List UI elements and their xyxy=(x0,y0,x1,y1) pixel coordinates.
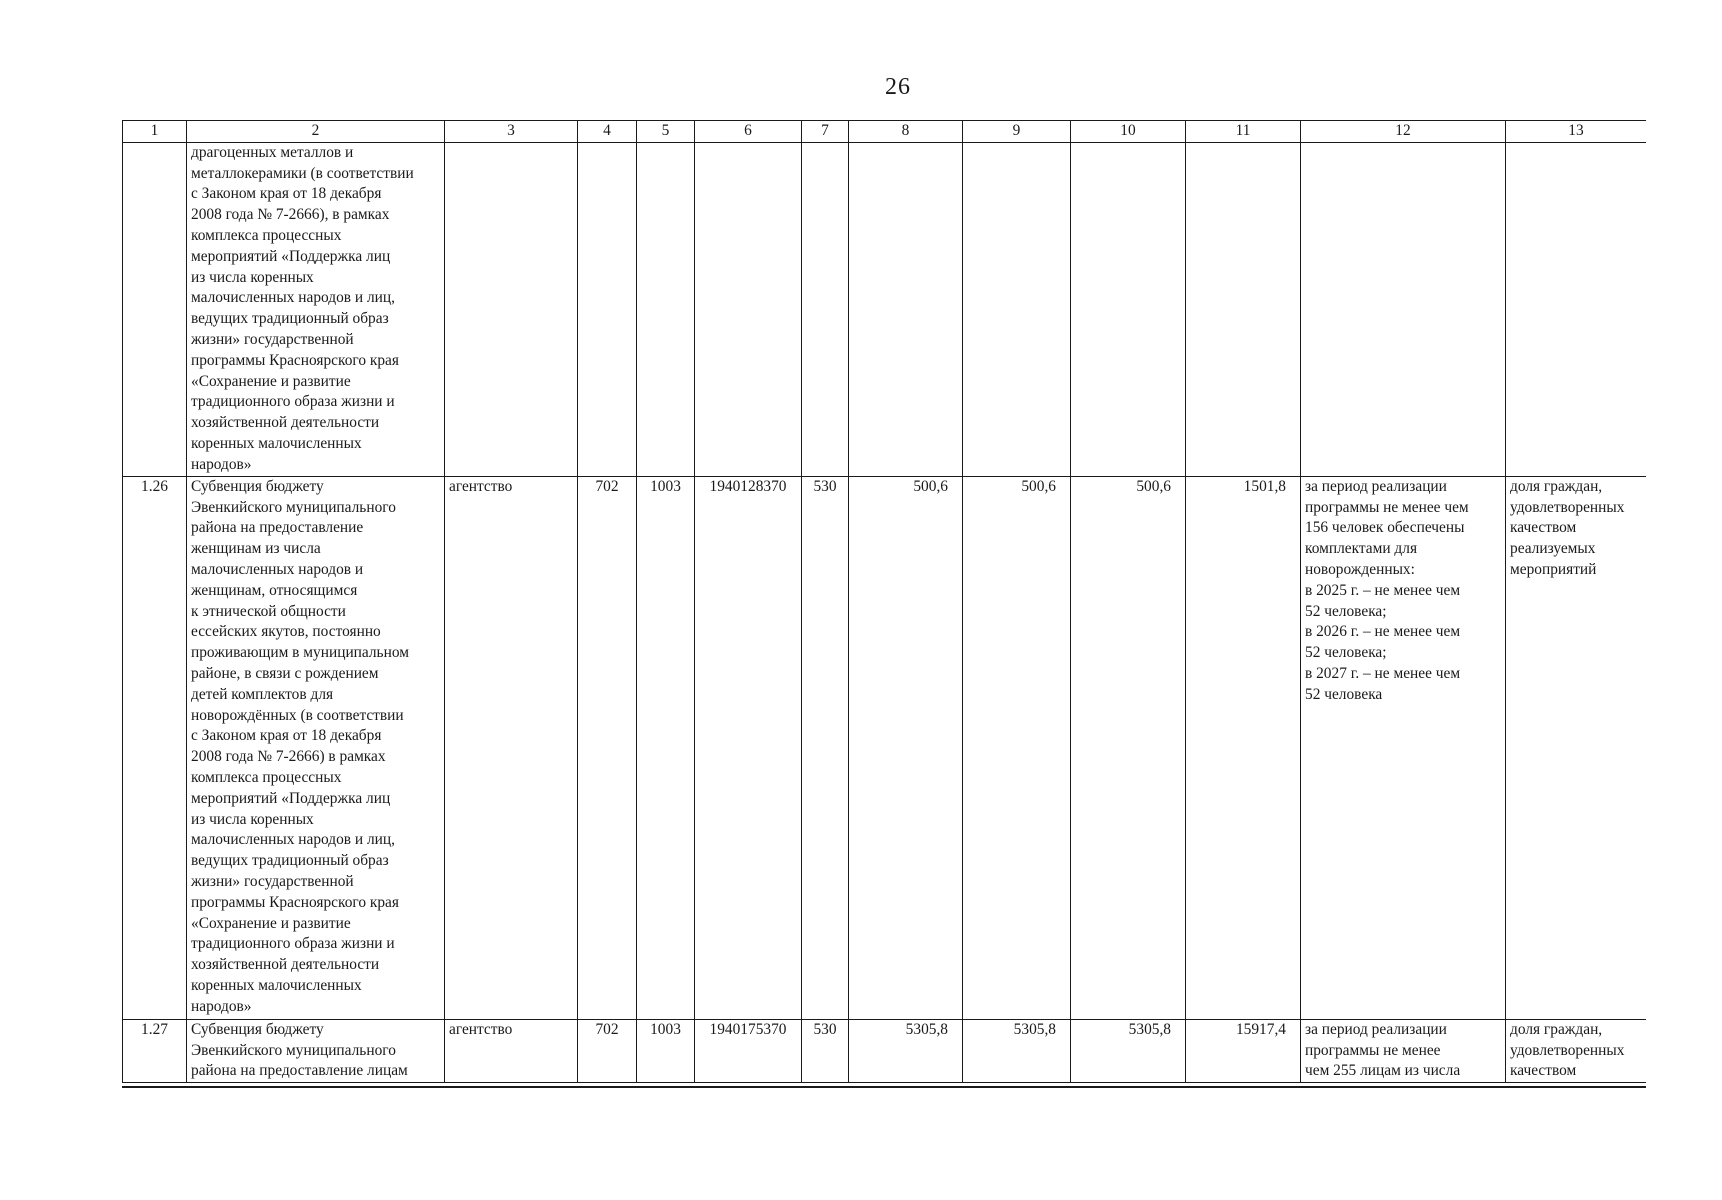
row-csr xyxy=(695,142,802,476)
row-indicator xyxy=(1506,142,1647,476)
row-description: Субвенция бюджету Эвенкийского муниципального района на предоставление женщинам из числа малочисленных народов и женщинам, относящимся к этнической общности ессейских якутов, постоянно проживающим в муниципальном районе, в связи с рождением детей комплектов для новорождённых (в соответствии с Законом края от 18 декабря 2008 года № 7-2666) в рамках комплекса процессных мероприятий «Поддержка лиц из числа коренных малочисленных народов и лиц, ведущих традиционный образ жизни» государственной программы Красноярского края «Сохранение и развитие традиционного образа жизни и хозяйственной деятельности коренных малочисленных народов» xyxy=(187,476,445,1019)
row-amount-2025 xyxy=(849,142,963,476)
row-vr: 530 xyxy=(802,1019,849,1082)
column-header: 10 xyxy=(1071,121,1186,143)
row-section: 1003 xyxy=(637,1019,695,1082)
row-number: 1.27 xyxy=(123,1019,187,1082)
page-number: 26 xyxy=(885,74,911,100)
row-indicator: доля граждан, удовлетворенных качеством xyxy=(1506,1019,1647,1082)
row-amount-2026: 5305,8 xyxy=(963,1019,1071,1082)
column-header: 7 xyxy=(802,121,849,143)
budget-table xyxy=(122,120,1646,1083)
table-row xyxy=(123,476,1647,1019)
row-section xyxy=(637,142,695,476)
column-header: 3 xyxy=(445,121,578,143)
row-amount-2027 xyxy=(1071,142,1186,476)
table-row xyxy=(123,142,1647,476)
row-amount-2026: 500,6 xyxy=(963,476,1071,1019)
row-result: за период реализации программы не менее чем 255 лицам из числа xyxy=(1301,1019,1506,1082)
row-vr: 530 xyxy=(802,476,849,1019)
row-csr: 1940128370 xyxy=(695,476,802,1019)
column-header: 5 xyxy=(637,121,695,143)
table-row xyxy=(123,1019,1647,1082)
column-header: 13 xyxy=(1506,121,1647,143)
row-grbs xyxy=(578,142,637,476)
row-result xyxy=(1301,142,1506,476)
row-amount-2025: 5305,8 xyxy=(849,1019,963,1082)
column-header: 11 xyxy=(1186,121,1301,143)
row-executor xyxy=(445,142,578,476)
row-result: за период реализации программы не менее чем 156 человек обеспечены комплектами для новорожденных: в 2025 г. – не менее чем 52 человека; в 2026 г. – не менее чем 52 человека; в 2027 г. – не менее чем 52 человека xyxy=(1301,476,1506,1019)
column-number-row xyxy=(123,121,1647,143)
row-number: 1.26 xyxy=(123,476,187,1019)
budget-table-container xyxy=(122,120,1646,1088)
row-csr: 1940175370 xyxy=(695,1019,802,1082)
row-amount-2027: 500,6 xyxy=(1071,476,1186,1019)
row-executor: агентство xyxy=(445,1019,578,1082)
column-header: 12 xyxy=(1301,121,1506,143)
row-amount-total xyxy=(1186,142,1301,476)
row-executor: агентство xyxy=(445,476,578,1019)
row-number xyxy=(123,142,187,476)
row-indicator: доля граждан, удовлетворенных качеством реализуемых мероприятий xyxy=(1506,476,1647,1019)
column-header: 6 xyxy=(695,121,802,143)
column-header: 2 xyxy=(187,121,445,143)
row-vr xyxy=(802,142,849,476)
row-amount-total: 15917,4 xyxy=(1186,1019,1301,1082)
column-header: 1 xyxy=(123,121,187,143)
row-section: 1003 xyxy=(637,476,695,1019)
row-grbs: 702 xyxy=(578,476,637,1019)
row-amount-2025: 500,6 xyxy=(849,476,963,1019)
column-header: 4 xyxy=(578,121,637,143)
row-description: Субвенция бюджету Эвенкийского муниципального района на предоставление лицам xyxy=(187,1019,445,1082)
column-header: 8 xyxy=(849,121,963,143)
row-amount-total: 1501,8 xyxy=(1186,476,1301,1019)
row-amount-2027: 5305,8 xyxy=(1071,1019,1186,1082)
column-header: 9 xyxy=(963,121,1071,143)
row-amount-2026 xyxy=(963,142,1071,476)
row-description: драгоценных металлов и металлокерамики (в соответствии с Законом края от 18 декабря 2008 года № 7-2666), в рамках комплекса процессных мероприятий «Поддержка лиц из числа коренных малочисленных народов и лиц, ведущих традиционный образ жизни» государственной программы Красноярского края «Сохранение и развитие традиционного образа жизни и хозяйственной деятельности коренных малочисленных народов» xyxy=(187,142,445,476)
row-grbs: 702 xyxy=(578,1019,637,1082)
